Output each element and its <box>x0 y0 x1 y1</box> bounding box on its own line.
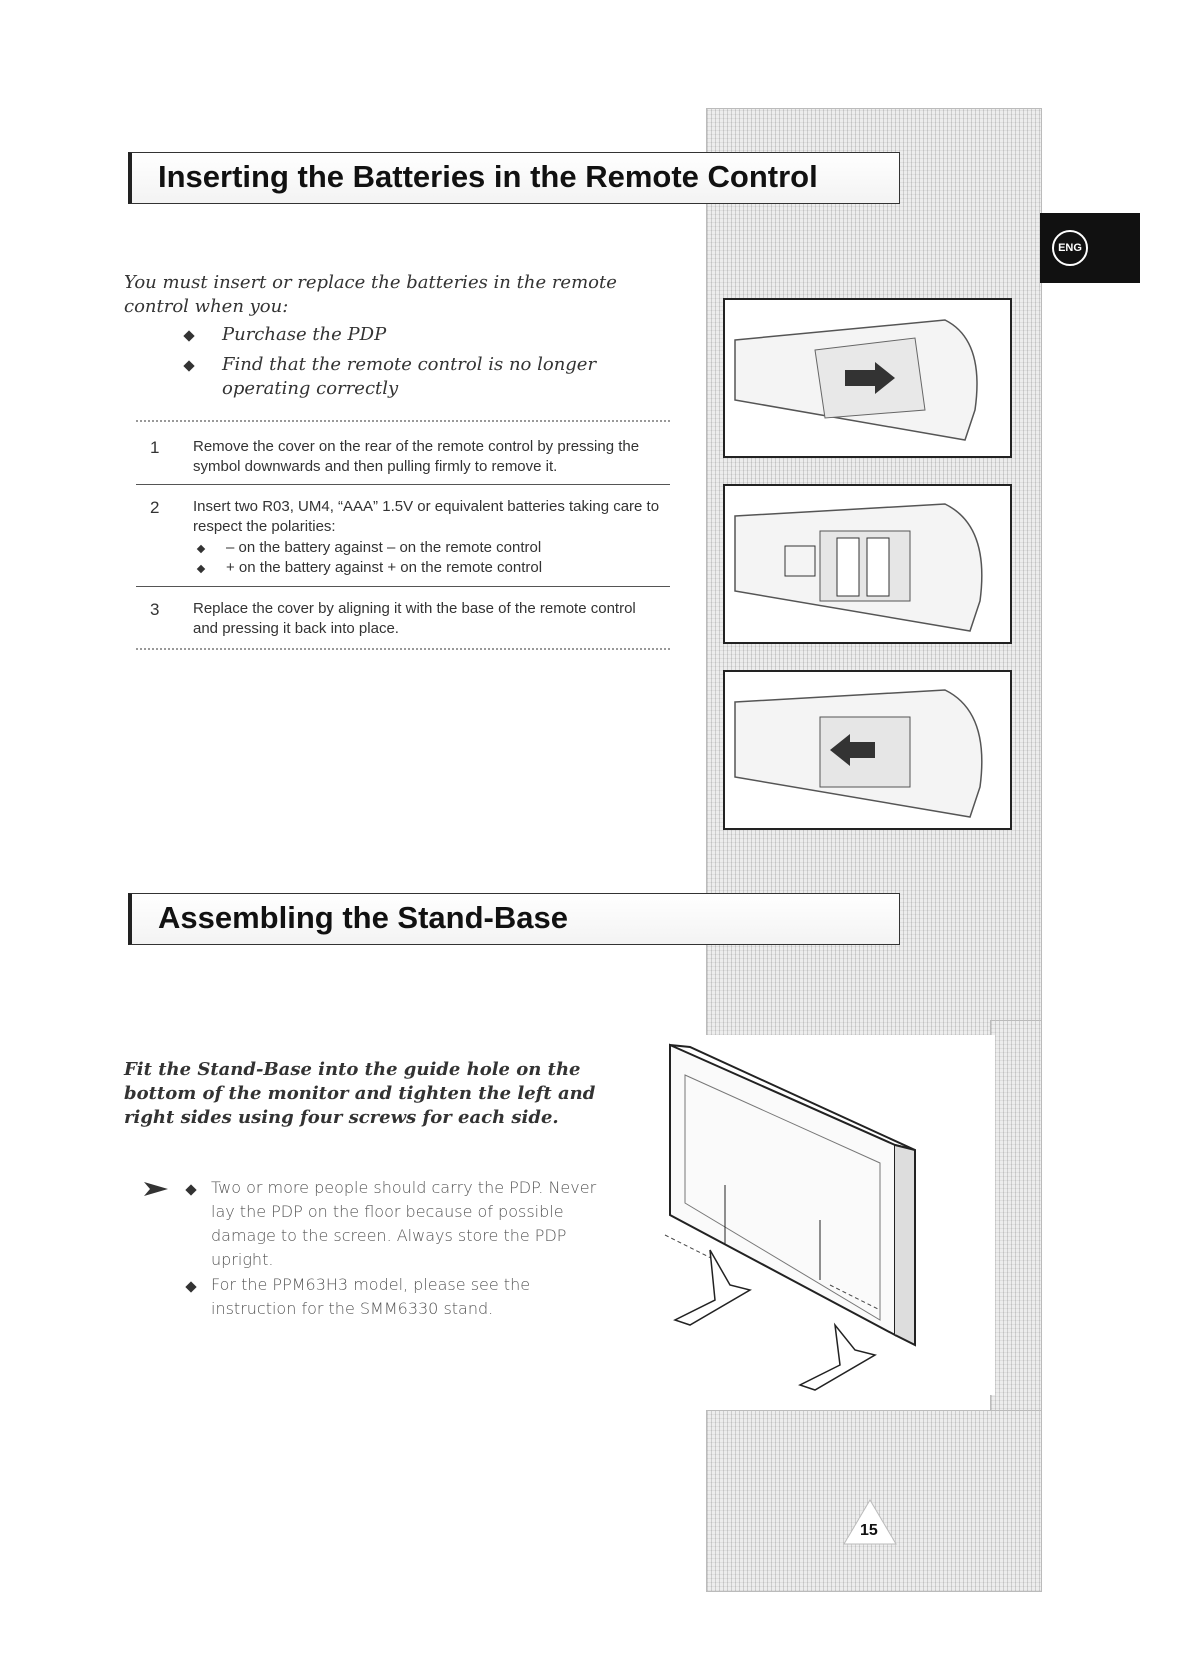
remote-batteries-drawing <box>725 486 1010 642</box>
battery-bullet-2: Find that the remote control is no longer operating correctly <box>222 354 597 399</box>
step-number-2: 2 <box>150 498 160 517</box>
bullet-diamond-icon <box>185 1281 196 1292</box>
stand-note-2: For the PPM63H3 model, please see the instruction for the SMM6330 stand. <box>211 1275 531 1318</box>
section-title-batteries: Inserting the Batteries in the Remote Control <box>158 159 818 194</box>
step-divider <box>136 586 670 587</box>
page-number: 15 <box>860 1522 878 1539</box>
step-text-3: Replace the cover by aligning it with the base of the remote control and pressing it back into place. <box>193 600 636 637</box>
remote-illustration-step-1 <box>723 298 1012 458</box>
note-arrow-icon <box>144 1182 168 1196</box>
bullet-diamond-icon <box>183 360 194 371</box>
divider-dotted-top <box>136 420 670 422</box>
battery-bullet-1: Purchase the PDP <box>222 324 387 345</box>
step-text-2: Insert two R03, UM4, “AAA” 1.5V or equivalent batteries taking care to respect the polarities: <box>193 498 660 535</box>
remote-open-cover-drawing <box>725 300 1010 456</box>
polarity-diamond-icon <box>197 565 205 573</box>
remote-close-cover-drawing <box>725 672 1010 828</box>
stand-note-1: Two or more people should carry the PDP. Never lay the PDP on the floor because of possible damage to the screen. Always store the PDP upright. <box>211 1178 597 1269</box>
background-hatch-right-strip <box>990 1020 1042 1442</box>
bullet-diamond-icon <box>185 1184 196 1195</box>
section-header-batteries <box>128 152 900 204</box>
polarity-diamond-icon <box>197 545 205 553</box>
remote-illustration-step-3 <box>723 670 1012 830</box>
stand-illustration <box>655 1035 995 1395</box>
monitor-stand-drawing <box>655 1035 995 1395</box>
step-2-sub-1: – on the battery against – on the remote control <box>226 539 542 556</box>
step-text-1: Remove the cover on the rear of the remote control by pressing the symbol downwards and then pulling firmly to remove it. <box>193 438 640 475</box>
stand-intro: Fit the Stand-Base into the guide hole on the bottom of the monitor and tighten the left and right sides using four screws for each side. <box>124 1059 596 1128</box>
step-2-sub-2: + on the battery against + on the remote control <box>226 559 543 576</box>
language-badge-label: ENG <box>1052 230 1088 266</box>
remote-illustration-step-2 <box>723 484 1012 644</box>
bullet-diamond-icon <box>183 330 194 341</box>
language-badge <box>1040 213 1140 283</box>
step-divider <box>136 484 670 485</box>
step-number-1: 1 <box>150 438 160 457</box>
battery-intro: You must insert or replace the batteries in the remote control when you: <box>124 272 617 317</box>
section-title-stand: Assembling the Stand-Base <box>158 900 568 935</box>
step-number-3: 3 <box>150 600 160 619</box>
divider-dotted-bottom <box>136 648 670 650</box>
section-header-stand <box>128 893 900 945</box>
